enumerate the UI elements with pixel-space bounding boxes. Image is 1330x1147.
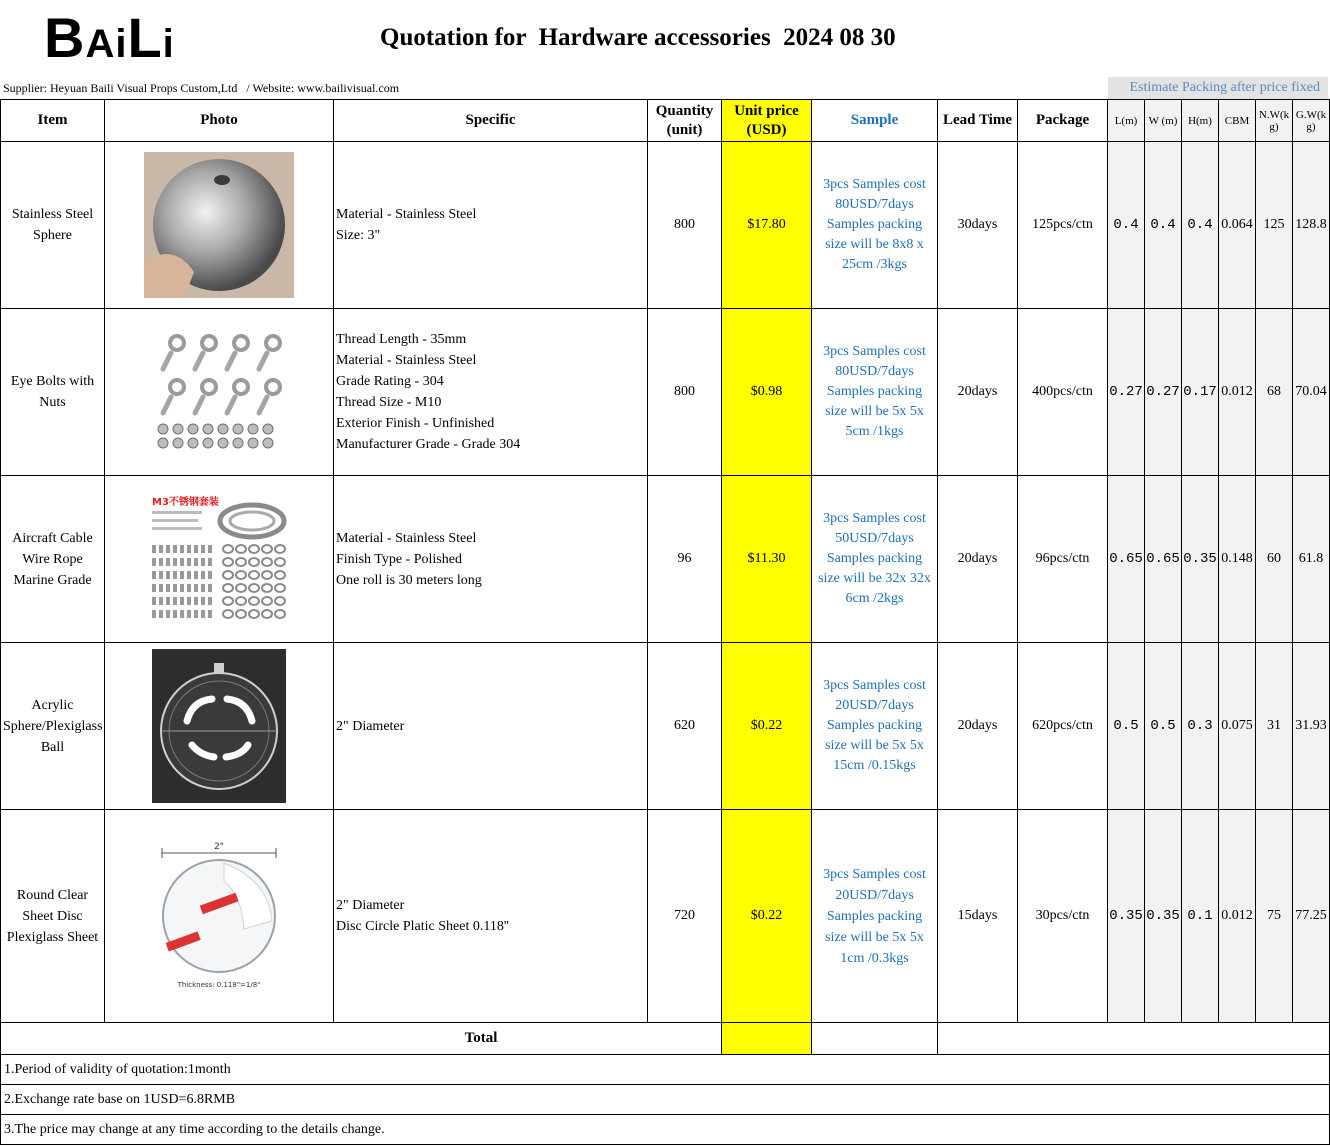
header-unit-price: Unit price (USD) [722, 100, 812, 142]
cbm: 0.012 [1219, 309, 1256, 476]
quantity: 96 [648, 476, 722, 643]
header-lead-time: Lead Time [938, 100, 1018, 142]
unit-price: $0.22 [722, 810, 812, 1023]
lead-time: 20days [938, 476, 1018, 643]
header-sample: Sample [812, 100, 938, 142]
sample-info: 3pcs Samples cost 20USD/7days Samples packing size will be 5x 5x 1cm /0.3kgs [812, 810, 938, 1023]
spec-line: Material - Stainless Steel [336, 207, 477, 222]
width: 0.65 [1145, 476, 1182, 643]
lead-time: 30days [938, 142, 1018, 309]
table-row [1, 810, 1330, 1023]
header-row [1, 100, 1330, 142]
length: 0.65 [1108, 476, 1145, 643]
table-row [1, 142, 1330, 309]
length: 0.4 [1108, 142, 1145, 309]
sample-info: 3pcs Samples cost 50USD/7days Samples packing size will be 32x 32x 6cm /2kgs [812, 476, 938, 643]
quantity: 800 [648, 142, 722, 309]
baili-logo [44, 8, 175, 74]
gross-weight: 61.8 [1293, 476, 1330, 643]
width: 0.4 [1145, 142, 1182, 309]
spec-line: Grade Rating - 304 [336, 374, 444, 389]
sample-info: 3pcs Samples cost 80USD/7days Samples packing size will be 8x8 x 25cm /3kgs [812, 142, 938, 309]
net-weight: 75 [1256, 810, 1293, 1023]
unit-price: $11.30 [722, 476, 812, 643]
estimate-packing-note: Estimate Packing after price fixed [1108, 77, 1328, 99]
quantity: 800 [648, 309, 722, 476]
eye-bolts-photo [149, 327, 289, 457]
total-row [1, 1023, 1330, 1055]
lead-time: 20days [938, 309, 1018, 476]
total-unit-price [722, 1023, 812, 1055]
lead-time: 15days [938, 810, 1018, 1023]
photo-thickness: Thickness: 0.118"=1/8" [177, 981, 261, 989]
item-name: Acrylic Sphere/Plexiglass Ball [1, 643, 105, 810]
spec-line: Thread Length - 35mm [336, 332, 467, 347]
table-row [1, 476, 1330, 643]
header-length: L(m) [1108, 100, 1145, 142]
cbm: 0.064 [1219, 142, 1256, 309]
note-row [1, 1115, 1330, 1145]
header-net-weight: N.W(kg) [1256, 100, 1293, 142]
height: 0.1 [1182, 810, 1219, 1023]
note-price-change: 3.The price may change at any time according to the details change. [1, 1115, 1330, 1145]
logo-letter: Ai [85, 22, 128, 66]
package: 30pcs/ctn [1018, 810, 1108, 1023]
quantity: 720 [648, 810, 722, 1023]
spec-line: Material - Stainless Steel [336, 530, 477, 546]
header-package: Package [1018, 100, 1108, 142]
product-photo [105, 476, 334, 643]
package: 96pcs/ctn [1018, 476, 1108, 643]
width: 0.5 [1145, 643, 1182, 810]
spec-line: Size: 3" [336, 228, 381, 243]
item-name: Stainless Steel Sphere [1, 142, 105, 309]
sample-info: 3pcs Samples cost 80USD/7days Samples packing size will be 5x 5x 5cm /1kgs [812, 309, 938, 476]
cbm: 0.148 [1219, 476, 1256, 643]
note-exchange-rate: 2.Exchange rate base on 1USD=6.8RMB [1, 1085, 1330, 1115]
logo-letter: i [162, 22, 175, 66]
unit-price: $17.80 [722, 142, 812, 309]
item-name: Eye Bolts with Nuts [1, 309, 105, 476]
spec-line: Material - Stainless Steel [336, 353, 477, 368]
cbm: 0.075 [1219, 643, 1256, 810]
spec-line: One roll is 30 meters long [336, 572, 482, 588]
package: 400pcs/ctn [1018, 309, 1108, 476]
spec-line: Disc Circle Platic Sheet 0.118'' [336, 919, 509, 934]
header-cbm: CBM [1219, 100, 1256, 142]
header-quantity: Quantity (unit) [648, 100, 722, 142]
total-blank [938, 1023, 1330, 1055]
photo-dimension: 2" [214, 842, 224, 852]
specification [334, 476, 648, 643]
gross-weight: 70.04 [1293, 309, 1330, 476]
product-photo [105, 643, 334, 810]
header-width: W (m) [1145, 100, 1182, 142]
acrylic-disc-photo [154, 841, 284, 991]
cbm: 0.012 [1219, 810, 1256, 1023]
spec-line: Manufacturer Grade - Grade 304 [336, 437, 521, 452]
wire-rope-photo [144, 489, 294, 629]
spec-line: Exterior Finish - Unfinished [336, 416, 495, 431]
table-row [1, 643, 1330, 810]
total-sample [812, 1023, 938, 1055]
logo-letter: B [44, 6, 86, 69]
net-weight: 60 [1256, 476, 1293, 643]
acrylic-sphere-photo [152, 649, 286, 803]
net-weight: 31 [1256, 643, 1293, 810]
package: 125pcs/ctn [1018, 142, 1108, 309]
header-photo: Photo [105, 100, 334, 142]
sample-info: 3pcs Samples cost 20USD/7days Samples packing size will be 5x 5x 15cm /0.15kgs [812, 643, 938, 810]
lead-time: 20days [938, 643, 1018, 810]
gross-weight: 128.8 [1293, 142, 1330, 309]
note-validity: 1.Period of validity of quotation:1month [1, 1055, 1330, 1085]
width: 0.35 [1145, 810, 1182, 1023]
width: 0.27 [1145, 309, 1182, 476]
spec-line: 2" Diameter [336, 718, 405, 734]
length: 0.5 [1108, 643, 1145, 810]
specification [334, 142, 648, 309]
table-row [1, 309, 1330, 476]
product-photo [105, 309, 334, 476]
quotation-table [0, 99, 1330, 1145]
specification [334, 309, 648, 476]
supplier-line: Supplier: Heyuan Baili Visual Props Custom,Ltd / Website: www.bailivisual.com [3, 81, 400, 95]
gross-weight: 31.93 [1293, 643, 1330, 810]
item-name: Round Clear Sheet Disc Plexiglass Sheet [1, 810, 105, 1023]
height: 0.17 [1182, 309, 1219, 476]
height: 0.35 [1182, 476, 1219, 643]
length: 0.27 [1108, 309, 1145, 476]
package: 620pcs/ctn [1018, 643, 1108, 810]
quantity: 620 [648, 643, 722, 810]
item-name: Aircraft Cable Wire Rope Marine Grade [1, 476, 105, 643]
header-item: Item [1, 100, 105, 142]
header-height: H(m) [1182, 100, 1219, 142]
steel-sphere-photo [144, 152, 294, 298]
gross-weight: 77.25 [1293, 810, 1330, 1023]
header-gross-weight: G.W(kg) [1293, 100, 1330, 142]
specification [334, 643, 648, 810]
length: 0.35 [1108, 810, 1145, 1023]
total-label [1, 1023, 722, 1055]
unit-price: $0.98 [722, 309, 812, 476]
page-title: Quotation for Hardware accessories 2024 08 30 [380, 24, 896, 51]
net-weight: 68 [1256, 309, 1293, 476]
specification [334, 810, 648, 1023]
spec-line: Finish Type - Polished [336, 551, 462, 567]
height: 0.3 [1182, 643, 1219, 810]
photo-caption: M3不锈钢套装 [152, 497, 219, 508]
note-row [1, 1055, 1330, 1085]
spec-line: 2" Diameter [336, 898, 405, 913]
product-photo [105, 810, 334, 1023]
unit-price: $0.22 [722, 643, 812, 810]
note-row [1, 1085, 1330, 1115]
product-photo [105, 142, 334, 309]
spec-line: Thread Size - M10 [336, 395, 442, 410]
total-label-text: Total [464, 1030, 498, 1046]
net-weight: 125 [1256, 142, 1293, 309]
logo-letter: L [127, 6, 163, 69]
height: 0.4 [1182, 142, 1219, 309]
header-specific: Specific [334, 100, 648, 142]
